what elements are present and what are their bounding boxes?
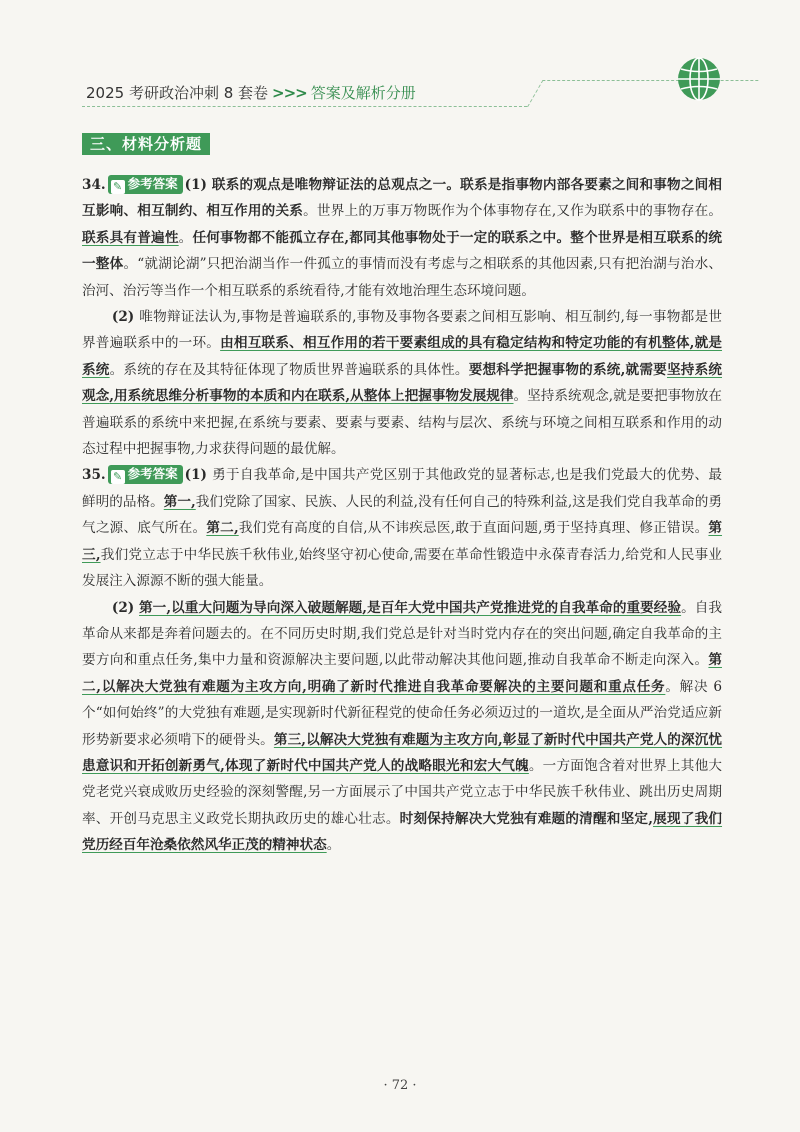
text-run: 。自我革命从来都是奔着问题去的。在不同历史时期,我们党总是针对当时党内存在的突出问题,确定自我革命的主要方向和重点任务,集中力量和资源解决主要问题,以此带动解决其他问题,推动自我革命不断走向深入。 [82, 599, 723, 669]
book-title: 2025 考研政治冲刺 8 套卷 [86, 84, 269, 102]
pen-icon: ✎ [111, 470, 125, 484]
header-separator: >>> [272, 84, 307, 102]
text-run: 我们党立志于中华民族千秋伟业,始终坚守初心使命,需要在革命性锻造中永葆青春活力,给党和人民事业发展注入源源不断的强大能量。 [82, 546, 722, 590]
text-run: (2) [111, 599, 140, 616]
answer-badge-label: 参考答案 [127, 466, 178, 482]
answer-badge [108, 465, 183, 484]
q35-answer-part2 [82, 595, 722, 859]
text-run: 。解决 6 个“如何始终”的大党独有难题,是实现新时代新征程党的使命任务必须迈过的一道坎,是全面从严治党适应新形势新要求必须啃下的硬骨头。 [82, 678, 722, 748]
pen-icon: ✎ [111, 180, 125, 194]
globe-icon [676, 56, 722, 102]
header-rule-slant [527, 80, 759, 107]
text-run: ,用系统思维分析事物的本质和内在联系,从整体上把握事物发展规律 [109, 388, 514, 405]
text-run: 。坚持系统观念,就是要把事物放在普遍联系的系统中来把握,在系统与要素、要素与要素、结构与层次、系统与环境之间相互联系和作用的动态过程中把握事物,力求获得问题的最优解。 [82, 388, 723, 458]
section-title: 三、材料分析题 [82, 133, 210, 155]
answer-content [82, 172, 722, 859]
text-run: 由相互联系、相互作用的若干要素组成的具有稳定结构和特定功能的有机整体,就是系统 [82, 335, 723, 378]
text-run: 我们党有高度的自信,从不讳疾忌医,敢于直面问题,勇于坚持真理、修正错误。 [238, 520, 709, 537]
text-run: 第一,以重大问题为导向深入破题解题,是百年大党中国共产党推进党的自我革命的重要经验 [139, 599, 682, 616]
q34-answer-part1 [82, 172, 722, 304]
page-number: · 72 · [383, 1078, 417, 1093]
text-run: (1) 联系的观点是唯物辩证法的总观点之一。联系是指事物内部各要素之间和事物之间相互影响、相互制约、相互作用的关系 [82, 177, 722, 220]
question-number: 35. [82, 467, 106, 484]
text-run: 坚持系统观念 [82, 361, 723, 405]
header-rule [82, 106, 527, 107]
text-run: 时刻保持解决大党独有难题的清醒和坚定, [399, 810, 653, 827]
text-run: 第三, [82, 520, 723, 563]
text-run: (2) [111, 309, 140, 326]
page-header [82, 78, 732, 108]
text-run: 唯物辩证法认为,事物是普遍联系的,事物及事物各要素之间相互影响、相互制约,每一事物都是世界普遍联系中的一环。 [82, 309, 722, 352]
text-run: 第二, [206, 520, 239, 537]
text-run: 第三,以解决大党独有难题为主攻方向,彰显了新时代中国共产党人的深沉忧患意识和开拓创新勇气,体现了新时代中国共产党人的战略眼光和宏大气魄 [82, 731, 723, 774]
text-run: 。“就湖论湖”只把治湖当作一件孤立的事情而没有考虑与之相联系的其他因素,只有把治湖与治水、治河、治污等当作一个相互联系的系统看待,才能有效地治理生态环境问题。 [82, 256, 723, 299]
text-run: 。一方面饱含着对世界上其他大党老党兴衰成败历史经验的深刻警醒,另一方面展示了中国共产党立志于中华民族千秋伟业、跳出历史周期率、开创马克思主义政党长期执政历史的雄心壮志。 [82, 757, 722, 827]
text-run: 联系具有普遍性 [82, 229, 179, 246]
q35-part1-text [82, 467, 722, 589]
text-run: 。世界上的万事万物既作为个体事物存在,又作为联系中的事物存在。 [303, 203, 722, 220]
text-run: 。 [326, 837, 341, 854]
question-number: 34. [82, 177, 106, 193]
booklet-subtitle: 答案及解析分册 [310, 84, 416, 102]
answer-badge [108, 175, 183, 194]
text-run: 第二,以解决大党独有难题为主攻方向,明确了新时代推进自我革命要解决的主要问题和重点任务 [82, 652, 722, 695]
q34-part2-text [82, 309, 722, 457]
text-run: 。系统的存在及其特征体现了物质世界普遍联系的具体性。 [109, 361, 469, 378]
text-run: (1) [184, 467, 213, 484]
answer-badge-label: 参考答案 [127, 176, 178, 191]
q34-answer-part2 [82, 304, 722, 462]
text-run: 我们党除了国家、民族、人民的利益,没有任何自己的特殊利益,这是我们党自我革命的勇气之源、底气所在。 [82, 493, 723, 537]
q34-part1-text [82, 177, 722, 299]
text-run: 勇于自我革命,是中国共产党区别于其他政党的显著标志,也是我们党最大的优势、最鲜明的品格。 [82, 467, 723, 510]
header-title [86, 82, 416, 103]
text-run: 展现了我们党历经百年沧桑依然风华正茂的精神状态 [82, 810, 723, 854]
text-run: 第一, [163, 493, 196, 510]
text-run: 。 [178, 229, 193, 246]
text-run: 任何事物都不能孤立存在,都同其他事物处于一定的联系之中。整个世界是相互联系的统一整体 [82, 229, 722, 273]
q35-part2-text [82, 600, 722, 854]
text-run: 要想科学把握事物的系统,就需要 [468, 361, 667, 378]
q35-answer-part1 [82, 462, 722, 594]
